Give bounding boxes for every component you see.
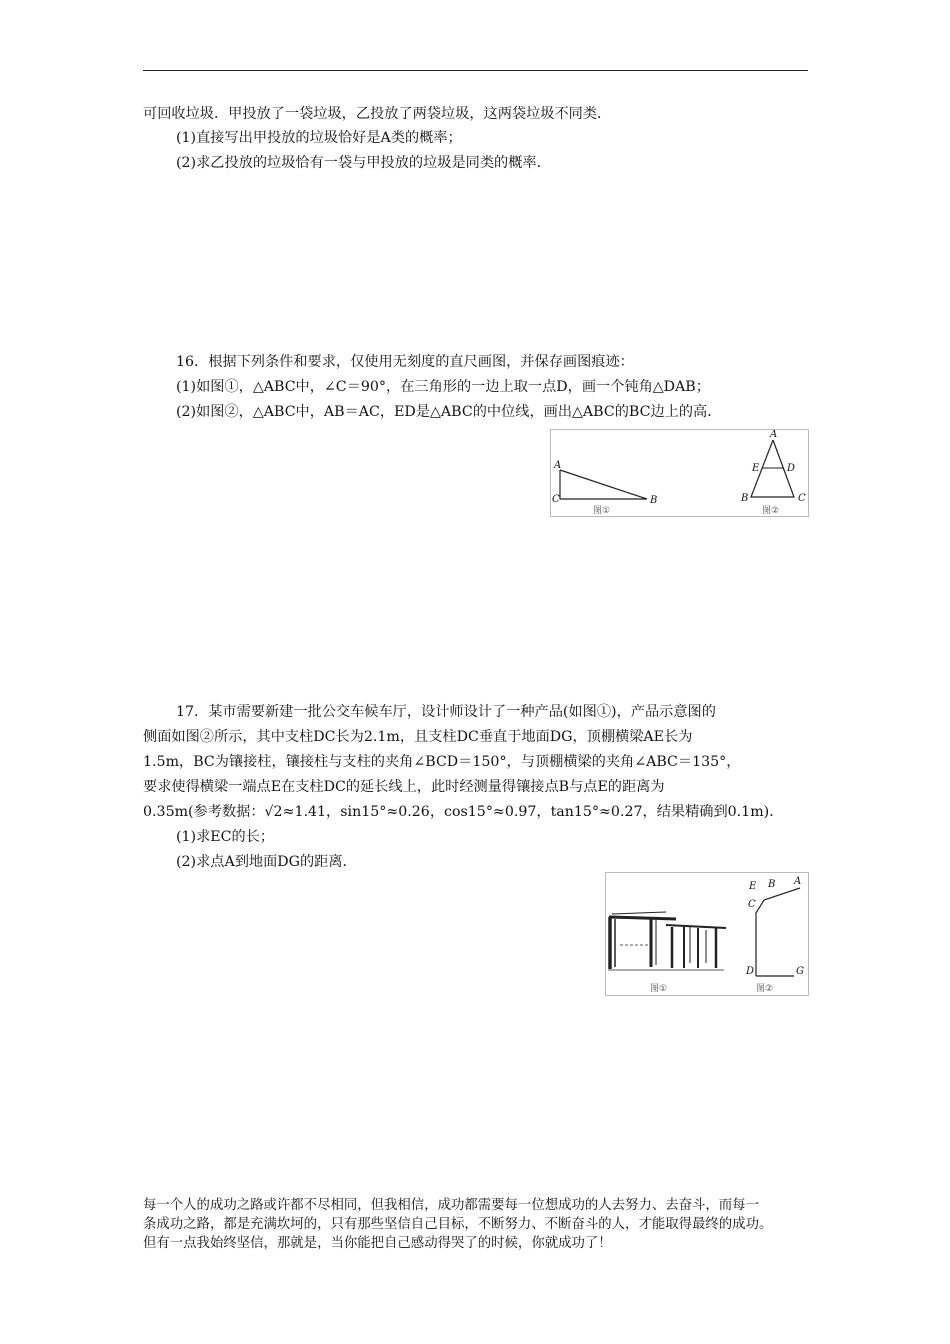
schematic-frame bbox=[756, 888, 800, 976]
footer-line3: 但有一点我始终坚信，那就是，当你能把自己感动得哭了的时候，你就成功了！ bbox=[143, 1236, 612, 1251]
q17-fig1-caption: 图① bbox=[650, 984, 668, 994]
q15-line1: 可回收垃圾．甲投放了一袋垃圾，乙投放了两袋垃圾，这两袋垃圾不同类． bbox=[143, 106, 612, 122]
fig1-caption: 图① bbox=[593, 506, 611, 516]
fig1-label-a: A bbox=[554, 460, 562, 471]
fig2-label-c: C bbox=[798, 493, 806, 504]
q17-line4: 要求使得横梁一端点E在支柱DC的延长线上，此时经测量得镶接点B与点E的距离为 bbox=[143, 779, 665, 795]
fig1-label-b: B bbox=[650, 495, 658, 506]
fig2-label-b: B bbox=[741, 493, 749, 504]
label-a: A bbox=[794, 876, 802, 887]
label-d: D bbox=[746, 966, 755, 977]
footer-line1: 每一个人的成功之路或许都不尽相同，但我相信，成功都需要每一位想成功的人去努力、去奋斗，而每一 bbox=[143, 1198, 759, 1213]
q17-fig2-caption: 图② bbox=[756, 984, 774, 994]
fig2-caption: 图② bbox=[762, 506, 780, 516]
fig2-label-d: D bbox=[787, 463, 796, 474]
q16-line1: 16．根据下列条件和要求，仅使用无刻度的直尺画图，并保存画图痕迹： bbox=[176, 354, 634, 370]
label-g: G bbox=[796, 966, 804, 977]
q17-line5: 0.35m(参考数据：√2≈1.41，sin15°≈0.26，cos15°≈0.97，tan15°≈0.27，结果精确到0.1m)． bbox=[143, 804, 784, 820]
fig2-label-a: A bbox=[770, 430, 778, 440]
q15-part1: (1)直接写出甲投放的垃圾恰好是A类的概率； bbox=[176, 130, 462, 146]
fig1-label-c: C bbox=[552, 494, 560, 505]
q15-part2: (2)求乙投放的垃圾恰有一袋与甲投放的垃圾是同类的概率． bbox=[176, 155, 551, 171]
fig2-label-e: E bbox=[752, 463, 760, 474]
q16-figure bbox=[550, 429, 809, 517]
bus-shelter-sketch bbox=[608, 912, 726, 970]
q17-line3: 1.5m，BC为镶接柱，镶接柱与支柱的夹角∠BCD＝150°，与顶棚横梁的夹角∠ABC＝135°， bbox=[143, 754, 741, 770]
q17-part2: (2)求点A到地面DG的距离． bbox=[176, 854, 357, 870]
q17-part1: (1)求EC的长； bbox=[176, 829, 275, 845]
header-rule bbox=[143, 70, 808, 71]
q17-line1: 17．某市需要新建一批公交车候车厅，设计师设计了一种产品(如图①)，产品示意图的 bbox=[176, 704, 716, 720]
footer-line2: 条成功之路，都是充满坎坷的，只有那些坚信自己目标，不断努力、不断奋斗的人，才能取得最终的成功。 bbox=[143, 1217, 773, 1232]
q17-figure bbox=[605, 872, 809, 996]
q17-line2: 侧面如图②所示，其中支柱DC长为2.1m，且支柱DC垂直于地面DG，顶棚横梁AE长为 bbox=[143, 729, 693, 745]
q16-part2: (2)如图②，△ABC中，AB＝AC，ED是△ABC的中位线，画出△ABC的BC边上的高． bbox=[176, 404, 722, 420]
label-e: E bbox=[749, 881, 757, 892]
fig1-triangle bbox=[560, 470, 647, 499]
label-c: C bbox=[748, 899, 756, 910]
label-b: B bbox=[768, 879, 776, 890]
q16-part1: (1)如图①，△ABC中，∠C＝90°，在三角形的一边上取一点D，画一个钝角△DAB； bbox=[176, 379, 710, 395]
